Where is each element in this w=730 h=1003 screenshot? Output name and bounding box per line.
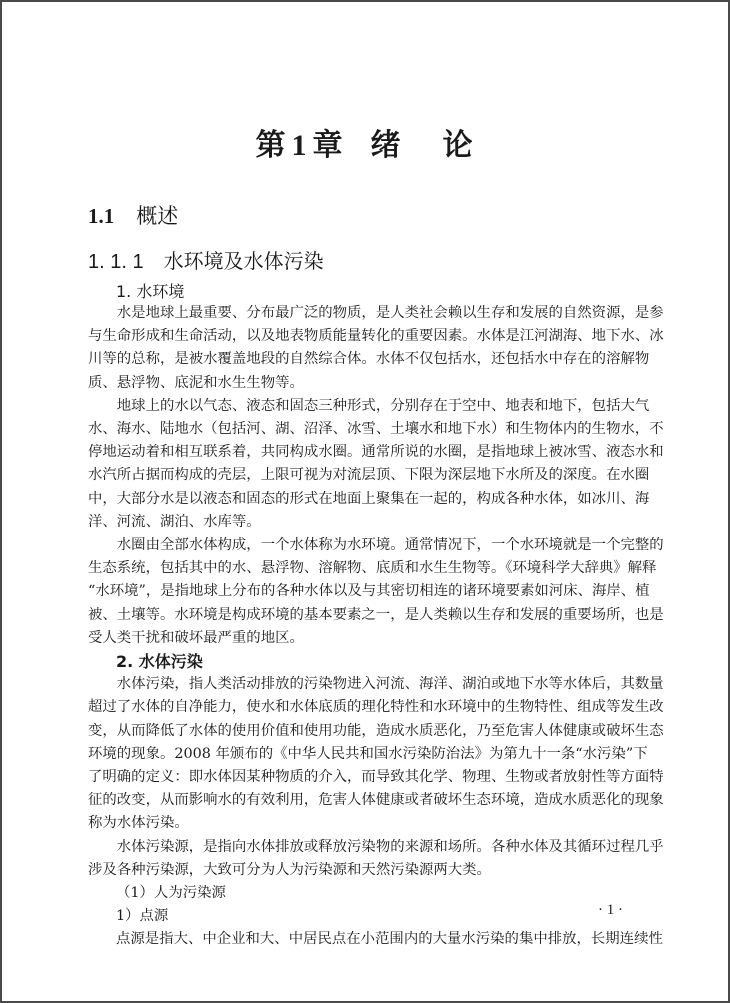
body-line: 川等的总称，是被水覆盖地段的自然综合体。水体不仅包括水，还包括水中存在的溶解物 (88, 351, 650, 368)
chapter-number: 1 (291, 129, 309, 162)
chapter-title (2, 120, 728, 164)
part1-heading: 1. 水环境 (116, 282, 185, 301)
body-line: 水体污染源，是指向水体排放或释放污染物的来源和场所。各种水体及其循环过程几乎 (88, 838, 664, 855)
body-line: 征的改变，从而影响水的有效利用，危害人体健康或者破坏生态环境，造成水质恶化的现象 (88, 792, 664, 809)
body-line: 水圈由全部水体构成，一个水体称为水环境。通常情况下，一个水环境就是一个完整的 (88, 537, 664, 554)
section-heading (88, 200, 178, 230)
subheading-point-source: 1）点源 (116, 908, 169, 925)
body-line: 水汽所占据而构成的壳层，上限可视为对流层顶、下限为深层地下水所及的深度。在水圈 (88, 467, 650, 484)
section-number: 1.1 (88, 204, 115, 228)
body-line: 点源是指大、中企业和大、中居民点在小范围内的大量水污染的集中排放，长期连续性 (116, 931, 663, 948)
section-title: 概述 (136, 204, 179, 228)
body-line: 环境的现象。2008 年颁布的《中华人民共和国水污染防治法》为第九十一条“水污染”下 (88, 745, 648, 762)
part2-heading: 2. 水体污染 (116, 652, 203, 672)
chapter-title-b: 论 (442, 129, 475, 162)
body-line: 水是地球上最重要、分布最广泛的物质，是人类社会赖以生存和发展的自然资源，是参 (88, 305, 664, 321)
subsection-number: 1. 1. 1 (88, 251, 144, 273)
subheading-human-sources: （1）人为污染源 (116, 885, 226, 902)
page-number: · 1 · (598, 902, 623, 918)
body-line: 涉及各种污染源，大致可分为人为污染源和天然污染源两大类。 (88, 861, 491, 878)
body-line: 超过了水体的自净能力，使水和水体底质的理化特性和水环境中的生物特性、组成等发生改 (88, 699, 664, 716)
subsection-heading (88, 245, 324, 274)
body-text (88, 302, 664, 952)
subsection-title: 水环境及水体污染 (163, 249, 324, 273)
body-line: 称为水体污染。 (88, 815, 189, 832)
body-line: 停地运动着和相互联系着，共同构成水圈。通常所说的水圈，是指地球上被冰雪、液态水和 (88, 444, 664, 461)
body-line: 洋、河流、湖泊、水库等。 (88, 513, 261, 530)
body-line: 水体污染，指人类活动排放的污染物进入河流、海洋、湖泊或地下水等水体后，其数量 (88, 676, 664, 693)
chapter-prefix: 第 (255, 129, 288, 162)
body-line: “水环境”，是指地球上分布的各种水体以及与其密切相连的诸环境要素如河床、海岸、植 (88, 583, 650, 600)
body-line: 水、海水、陆地水（包括河、湖、沼泽、冰雪、土壤水和地下水）和生物体内的生物水，不 (88, 421, 664, 438)
body-line: 生态系统，包括其中的水、悬浮物、溶解物、底质和水生生物等。《环境科学大辞典》解释 (88, 560, 657, 577)
body-line: 质、悬浮物、底泥和水生生物等。 (88, 374, 304, 391)
body-line: 地球上的水以气态、液态和固态三种形式，分别存在于空中、地表和地下，包括大气 (88, 397, 650, 414)
body-line: 了明确的定义：即水体因某种物质的介入，而导致其化学、物理、生物或者放射性等方面特 (88, 769, 664, 786)
body-line: 变，从而降低了水体的使用价值和使用功能，造成水质恶化，乃至危害人体健康或破坏生态 (88, 722, 664, 739)
body-line: 被、土壤等。水环境是构成环境的基本要素之一，是人类赖以生存和发展的重要场所，也是 (88, 606, 664, 623)
chapter-suffix: 章 (312, 129, 345, 162)
chapter-title-a: 绪 (370, 129, 403, 162)
body-line: 与生命形成和生命活动，以及地表物质能量转化的重要因素。水体是江河湖海、地下水、冰 (88, 328, 664, 345)
body-line: 中，大部分水是以液态和固态的形式在地面上聚集在一起的，构成各种水体，如冰川、海 (88, 490, 650, 507)
body-line: 受人类干扰和破坏最严重的地区。 (88, 629, 304, 646)
